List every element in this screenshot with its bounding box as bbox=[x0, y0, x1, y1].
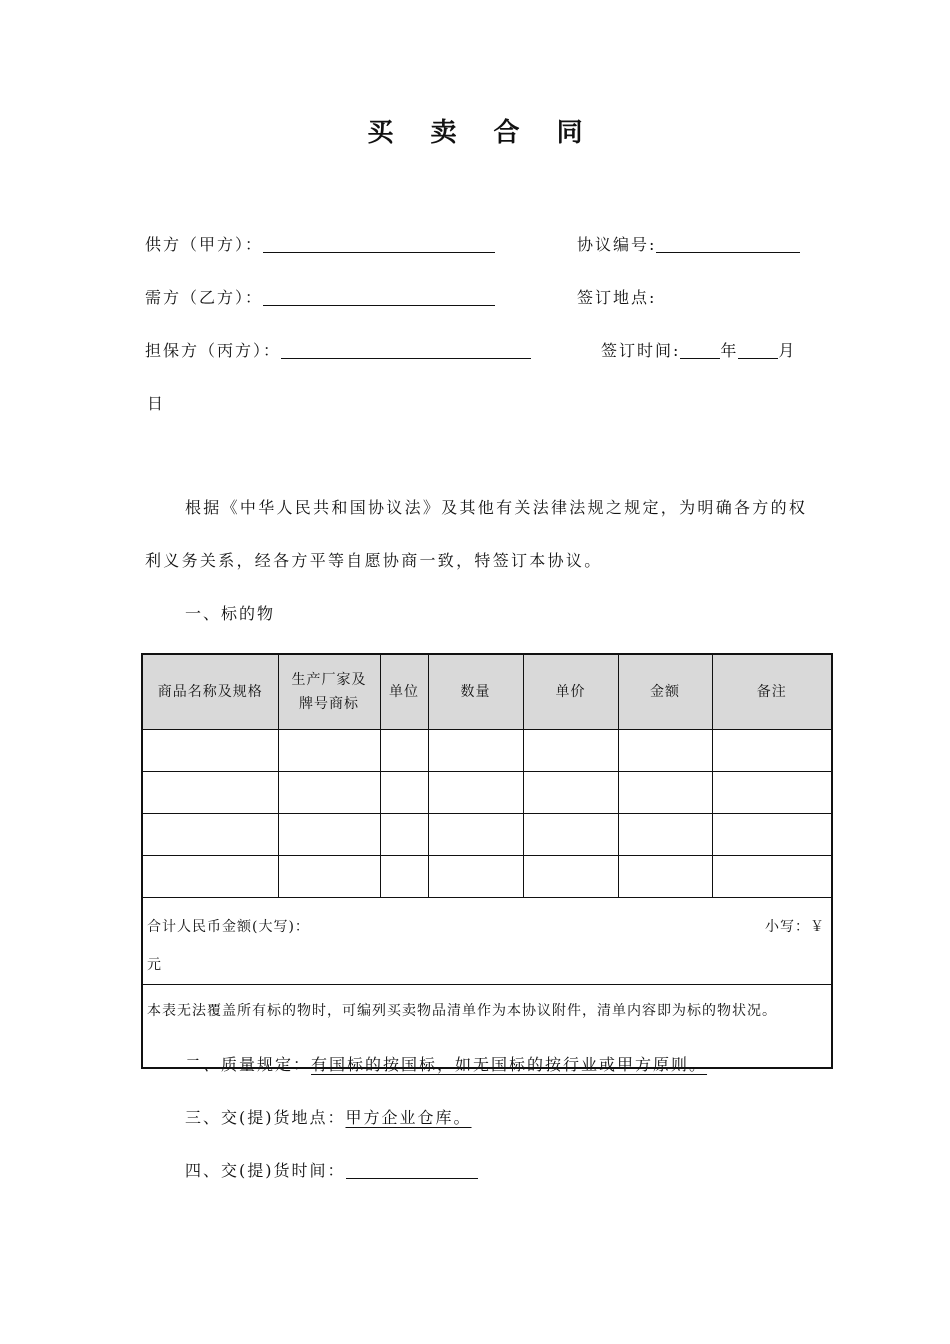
col-header-amount: 金额 bbox=[618, 654, 712, 730]
table-cell[interactable] bbox=[142, 730, 278, 772]
buyer-blank[interactable] bbox=[263, 289, 495, 306]
table-cell[interactable] bbox=[278, 772, 380, 814]
table-cell[interactable] bbox=[712, 730, 832, 772]
goods-table bbox=[141, 653, 833, 1069]
month-label: 月 bbox=[778, 341, 797, 360]
delivery-time-blank[interactable] bbox=[346, 1162, 478, 1179]
table-cell[interactable] bbox=[428, 772, 523, 814]
table-cell[interactable] bbox=[712, 814, 832, 856]
year-blank[interactable] bbox=[680, 342, 720, 359]
col-header-unit-price: 单价 bbox=[523, 654, 618, 730]
section-2 bbox=[185, 1052, 707, 1075]
document-title: 买 卖 合 同 bbox=[367, 118, 597, 148]
col-header-maker: 生产厂家及 牌号商标 bbox=[278, 654, 380, 730]
table-cell[interactable] bbox=[523, 730, 618, 772]
day-label: 日 bbox=[147, 394, 166, 413]
table-cell[interactable] bbox=[618, 856, 712, 898]
total-row bbox=[142, 898, 832, 985]
year-label: 年 bbox=[720, 341, 739, 360]
intro-line-2: 利义务关系，经各方平等自愿协商一致，特签订本协议。 bbox=[145, 551, 603, 570]
section-3 bbox=[185, 1105, 472, 1128]
sign-place-row bbox=[577, 285, 656, 308]
table-cell[interactable] bbox=[712, 856, 832, 898]
buyer-row bbox=[145, 285, 495, 308]
sign-time-label: 签订时间: bbox=[601, 341, 681, 360]
table-cell[interactable] bbox=[618, 814, 712, 856]
guarantor-label: 担保方（丙方）： bbox=[145, 341, 282, 360]
table-cell[interactable] bbox=[380, 814, 428, 856]
table-cell[interactable] bbox=[618, 730, 712, 772]
table-cell[interactable] bbox=[618, 772, 712, 814]
table-row bbox=[142, 730, 832, 772]
table-cell[interactable] bbox=[142, 856, 278, 898]
table-cell[interactable] bbox=[142, 814, 278, 856]
table-row bbox=[142, 856, 832, 898]
table-row bbox=[142, 772, 832, 814]
col-header-unit: 单位 bbox=[380, 654, 428, 730]
table-cell[interactable] bbox=[278, 730, 380, 772]
table-header-row bbox=[142, 654, 832, 730]
table-cell[interactable] bbox=[712, 772, 832, 814]
table-note: 本表无法覆盖所有标的物时，可编列买卖物品清单作为本协议附件，清单内容即为标的物状况。 bbox=[142, 985, 832, 1069]
buyer-label: 需方（乙方）： bbox=[145, 288, 264, 307]
table-cell[interactable] bbox=[428, 814, 523, 856]
section-4-label: 四、交(提)货时间： bbox=[185, 1161, 346, 1180]
table-cell[interactable] bbox=[278, 814, 380, 856]
sign-time-row bbox=[601, 338, 796, 361]
sign-place-label: 签订地点: bbox=[577, 288, 657, 307]
supplier-blank[interactable] bbox=[263, 236, 495, 253]
table-cell[interactable] bbox=[380, 856, 428, 898]
table-cell[interactable] bbox=[278, 856, 380, 898]
col-header-remark: 备注 bbox=[712, 654, 832, 730]
table-cell[interactable] bbox=[523, 772, 618, 814]
table-cell[interactable] bbox=[380, 730, 428, 772]
col-header-quantity: 数量 bbox=[428, 654, 523, 730]
agreement-no-blank[interactable] bbox=[656, 236, 800, 253]
table-cell[interactable] bbox=[428, 730, 523, 772]
small-amount-label: 小写：￥ bbox=[765, 919, 825, 935]
agreement-no-label: 协议编号: bbox=[577, 235, 657, 254]
col-header-name: 商品名称及规格 bbox=[142, 654, 278, 730]
month-blank[interactable] bbox=[738, 342, 778, 359]
table-cell[interactable] bbox=[428, 856, 523, 898]
total-label: 合计人民币金额(大写)： bbox=[147, 919, 310, 935]
supplier-row bbox=[145, 232, 495, 255]
section-3-value: 甲方企业仓库。 bbox=[345, 1108, 472, 1127]
total-unit: 元 bbox=[147, 957, 162, 973]
table-cell[interactable] bbox=[523, 856, 618, 898]
intro-line-1: 根据《中华人民共和国协议法》及其他有关法律法规之规定，为明确各方的权 bbox=[185, 498, 808, 517]
agreement-no-row bbox=[577, 232, 800, 255]
section-4 bbox=[185, 1158, 478, 1181]
table-cell[interactable] bbox=[380, 772, 428, 814]
section-2-value: 有国标的按国标，如无国标的按行业或甲方原则。 bbox=[311, 1055, 708, 1074]
table-row bbox=[142, 814, 832, 856]
section-3-label: 三、交(提)货地点： bbox=[185, 1108, 346, 1127]
section-2-label: 二、质量规定： bbox=[185, 1055, 312, 1074]
table-cell[interactable] bbox=[142, 772, 278, 814]
total-cell[interactable] bbox=[142, 898, 832, 985]
supplier-label: 供方（甲方）： bbox=[145, 235, 264, 254]
guarantor-row bbox=[145, 338, 531, 361]
table-cell[interactable] bbox=[523, 814, 618, 856]
guarantor-blank[interactable] bbox=[281, 342, 531, 359]
section-1-heading: 一、标的物 bbox=[185, 604, 276, 623]
